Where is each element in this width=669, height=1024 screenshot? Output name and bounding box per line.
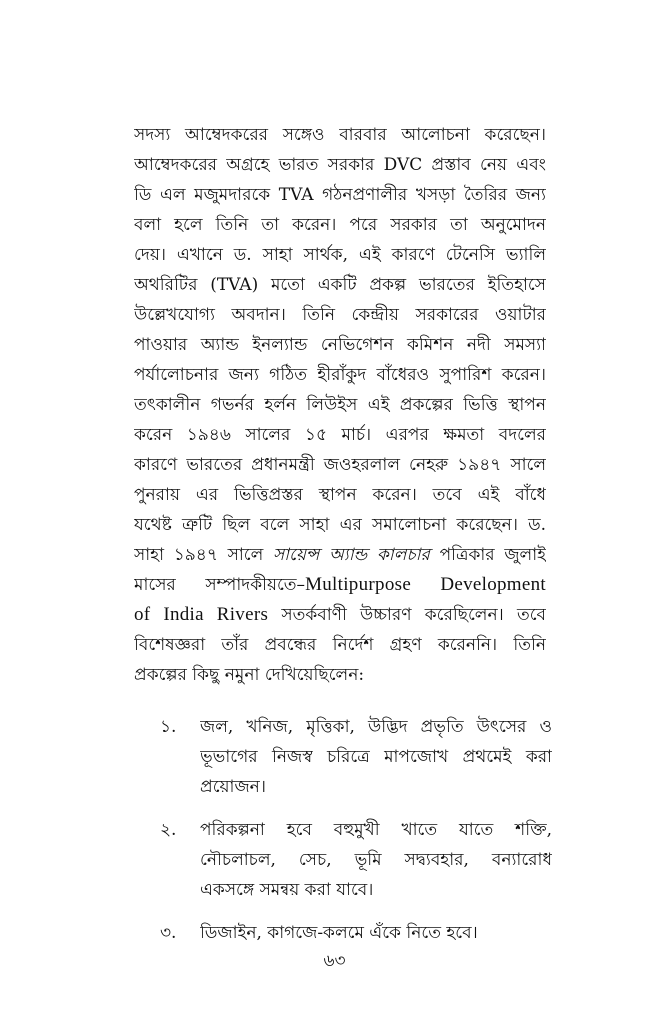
list-item — [160, 712, 552, 802]
text-line: পুনরায় এর ভিত্তিপ্রস্তর স্থাপন করেন। তবে এই বাঁধে — [134, 485, 546, 505]
text-line: পর্যালোচনার জন্য গঠিত হীরাঁকুদ বাঁধেরও সুপারিশ করেন। — [134, 365, 546, 385]
list-line: একসঙ্গে সমন্বয় করা যাবে। — [200, 880, 374, 900]
list-number: ১. — [160, 717, 177, 737]
text-segment: পত্রিকার জুলাই — [429, 545, 546, 565]
text-line: পাওয়ার অ্যান্ড ইনল্যান্ড নেভিগেশন কমিশন নদী সমস্যা — [134, 335, 546, 355]
article-title-latin: of India Rivers — [134, 604, 269, 625]
text-line: বিশেষজ্ঞরা তাঁর প্রবন্ধের নির্দেশ গ্রহণ করেননি। তিনি — [134, 635, 546, 655]
list-item — [160, 815, 552, 905]
list-number: ৩. — [160, 923, 177, 943]
text-line: যথেষ্ট ত্রুটি ছিল বলে সাহা এর সমালোচনা করেছেন। ড. — [134, 515, 546, 535]
journal-title-italic: সায়েন্স অ্যান্ড কালচার — [272, 545, 430, 565]
list-line: প্রয়োজন। — [200, 777, 266, 797]
text-line: সদস্য আম্বেদকরের সঙ্গেও বারবার আলোচনা করেছেন। — [134, 125, 546, 145]
list-number: ২. — [160, 820, 177, 840]
text-line — [134, 540, 546, 570]
list-line: জল, খনিজ, মৃত্তিকা, উদ্ভিদ প্রভৃতি উৎসের ও — [200, 717, 552, 737]
list-line: ভূভাগের নিজস্ব চরিত্রে মাপজোখ প্রথমেই করা — [200, 747, 552, 767]
text-line: তৎকালীন গভর্নর হর্লন লিউইস এই প্রকল্পের ভিত্তি স্থাপন — [134, 395, 546, 415]
article-title-latin: Multipurpose Development — [305, 574, 546, 595]
text-segment: সতর্কবাণী উচ্চারণ করেছিলেন। তবে — [268, 605, 546, 625]
text-line: ডি এল মজুমদারকে TVA গঠনপ্রণালীর খসড়া তৈরির জন্য — [134, 185, 546, 205]
list-line: পরিকল্পনা হবে বহুমুখী খাতে যাতে শক্তি, — [200, 820, 552, 840]
text-segment: মাসের সম্পাদকীয়তে– — [134, 575, 306, 595]
body-paragraph — [134, 120, 546, 690]
text-line — [134, 570, 546, 600]
text-line: করেন ১৯৪৬ সালের ১৫ মার্চ। এরপর ক্ষমতা বদলের — [134, 425, 546, 445]
list-line: নৌচলাচল, সেচ, ভূমি সদ্ব্যবহার, বন্যারোধ — [200, 850, 552, 870]
text-segment: সাহা ১৯৪৭ সালে — [134, 545, 273, 565]
numbered-list — [160, 712, 552, 961]
text-line — [134, 600, 546, 630]
list-line: ডিজাইন, কাগজে-কলমে এঁকে নিতে হবে। — [200, 923, 478, 943]
text-line: আম্বেদকরের অগ্রহে ভারত সরকার DVC প্রস্তাব নেয় এবং — [134, 155, 546, 175]
page-number: ৬৩ — [323, 951, 346, 971]
text-line: কারণে ভারতের প্রধানমন্ত্রী জওহরলাল নেহরু ১৯৪৭ সালে — [134, 455, 546, 475]
text-line: প্রকল্পের কিছু নমুনা দেখিয়েছিলেন: — [134, 665, 365, 685]
text-line: দেয়। এখানে ড. সাহা সার্থক, এই কারণে টেনেসি ভ্যালি — [134, 245, 546, 265]
text-line: অথরিটির (TVA) মতো একটি প্রকল্প ভারতের ইতিহাসে — [134, 275, 546, 295]
text-line: উল্লেখযোগ্য অবদান। তিনি কেন্দ্রীয় সরকারের ওয়াটার — [134, 305, 546, 325]
text-line: বলা হলে তিনি তা করেন। পরে সরকার তা অনুমোদন — [134, 215, 546, 235]
list-item — [160, 918, 552, 948]
